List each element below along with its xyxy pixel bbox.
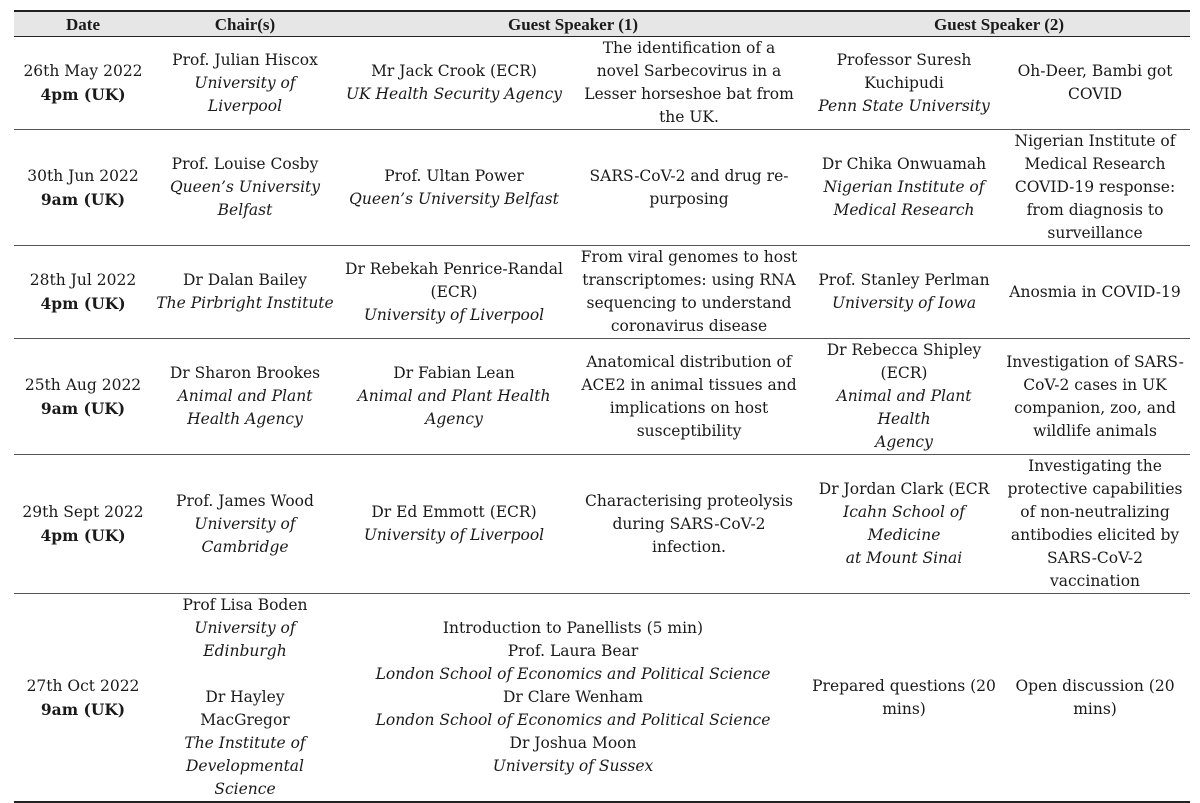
table-row-panel <box>14 594 1190 803</box>
agenda-line: mins) <box>882 699 926 718</box>
speaker1-affiliation: University of Liverpool <box>363 305 545 324</box>
talk-title-line: coronavirus disease <box>610 317 768 335</box>
speaker1-name: Mr Jack Crook (ECR) <box>371 62 537 80</box>
chair-affiliation: University of <box>194 514 296 533</box>
panel-cell <box>338 594 808 803</box>
speaker1-name: Dr Ed Emmott (ECR) <box>371 503 537 521</box>
talk-title-line: susceptibility <box>636 421 742 440</box>
talk-title-line: transcriptomes: using RNA <box>582 271 796 289</box>
talk-title-line: Investigation of SARS- <box>1006 352 1184 371</box>
speaker2-talk-title <box>1000 455 1190 594</box>
speaker2-cell <box>808 455 1000 594</box>
speaker2-name: Dr Chika Onwuamah <box>821 155 987 173</box>
prepared-questions-cell <box>808 594 1000 803</box>
open-discussion-cell <box>1000 594 1190 803</box>
speaker2-name: (ECR) <box>880 364 928 382</box>
session-date: 29th Sept 2022 <box>22 503 144 521</box>
talk-title-line: Medical Research <box>1024 155 1166 173</box>
table-row <box>14 37 1190 130</box>
chair-name: Prof. Julian Hiscox <box>172 50 318 69</box>
session-time: 4pm (UK) <box>40 526 126 545</box>
speaker2-affiliation: Animal and Plant Health <box>836 387 972 428</box>
chair-cell <box>152 246 338 339</box>
speaker2-talk-title <box>1000 246 1190 339</box>
talk-title-line: from diagnosis to <box>1026 201 1164 219</box>
panellist-affiliation: London School of Economics and Political Science <box>375 665 771 683</box>
chair-name: Dr Hayley <box>205 688 285 706</box>
agenda-line: Open discussion (20 <box>1015 676 1175 695</box>
chair-cell <box>152 339 338 455</box>
speaker2-cell <box>808 37 1000 130</box>
header-guest-speaker-1: Guest Speaker (1) <box>338 11 808 37</box>
speaker1-cell <box>338 130 570 246</box>
chair-name: Prof Lisa Boden <box>182 596 308 614</box>
speaker1-talk-title <box>570 130 808 246</box>
session-time: 9am (UK) <box>40 189 126 209</box>
chair-cell <box>152 594 338 803</box>
date-cell <box>14 130 152 246</box>
speaker2-cell <box>808 130 1000 246</box>
speaker2-talk-title <box>1000 37 1190 130</box>
talk-title-line: wildlife animals <box>1033 421 1157 440</box>
talk-title-line: SARS-CoV-2 <box>1047 549 1143 567</box>
talk-title-line: during SARS-CoV-2 <box>612 514 766 533</box>
panellist-name: Prof. Laura Bear <box>507 642 639 660</box>
chair-name: Prof. James Wood <box>176 491 314 510</box>
talk-title-line: purposing <box>649 189 729 208</box>
talk-title-line: COVID-19 response: <box>1014 178 1176 196</box>
talk-title-line: The identification of a <box>602 39 776 57</box>
talk-title-line: infection. <box>652 537 726 556</box>
speaker1-cell <box>338 339 570 455</box>
speaker1-talk-title <box>570 339 808 455</box>
chair-name: Dr Sharon Brookes <box>169 364 321 382</box>
talk-title-line: COVID <box>1068 85 1123 103</box>
speaker1-talk-title <box>570 246 808 339</box>
speaker2-affiliation: Medical Research <box>833 201 975 219</box>
session-date: 26th May 2022 <box>23 62 143 80</box>
date-cell <box>14 594 152 803</box>
chair-affiliation: Belfast <box>217 201 273 219</box>
talk-title-line: Nigerian Institute of <box>1014 132 1176 150</box>
talk-title-line: Anatomical distribution of <box>586 352 792 371</box>
chair-affiliation: Health Agency <box>187 410 303 428</box>
header-guest-speaker-2: Guest Speaker (2) <box>808 11 1190 37</box>
chair-affiliation: The Institute of <box>184 734 306 752</box>
talk-title-line: Characterising proteolysis <box>585 491 793 510</box>
chair-affiliation: Queen’s University <box>169 178 321 196</box>
talk-title-line: implications on host <box>609 398 769 417</box>
talk-title-line: SARS-CoV-2 and drug re- <box>589 166 789 185</box>
talk-title-line: sequencing to understand <box>586 294 792 312</box>
talk-title-line: antibodies elicited by <box>1010 526 1180 544</box>
speaker2-talk-title <box>1000 130 1190 246</box>
speaker2-name: Professor Suresh <box>836 50 972 69</box>
chair-affiliation: The Pirbright Institute <box>156 294 334 312</box>
talk-title-line: novel Sarbecovirus in a <box>596 62 782 80</box>
chair-cell <box>152 37 338 130</box>
speaker2-talk-title <box>1000 339 1190 455</box>
agenda-line: Prepared questions (20 <box>812 676 996 695</box>
date-cell <box>14 455 152 594</box>
chair-affiliation: Cambridge <box>201 537 289 556</box>
speaker1-cell <box>338 246 570 339</box>
speaker2-cell <box>808 339 1000 455</box>
speaker1-name: Dr Fabian Lean <box>393 364 515 382</box>
speaker2-name: Prof. Stanley Perlman <box>818 271 990 289</box>
chair-spacer <box>156 663 334 686</box>
session-date: 28th Jul 2022 <box>29 271 137 289</box>
table-row <box>14 130 1190 246</box>
session-time: 9am (UK) <box>40 398 126 418</box>
talk-title-line: Investigating the <box>1028 457 1162 475</box>
speaker2-affiliation: at Mount Sinai <box>845 549 963 567</box>
header-date: Date <box>14 11 152 37</box>
panel-intro: Introduction to Panellists (5 min) <box>442 619 704 637</box>
speaker1-affiliation: University of Liverpool <box>363 526 545 544</box>
schedule-table-container <box>14 10 1190 803</box>
talk-title-line: Oh-Deer, Bambi got <box>1017 62 1173 80</box>
speaker1-affiliation: UK Health Security Agency <box>345 85 563 103</box>
session-time: 4pm (UK) <box>40 85 126 104</box>
talk-title-line: protective capabilities <box>1007 480 1183 498</box>
chair-affiliation: Developmental Science <box>185 757 305 798</box>
speaker1-affiliation: Queen’s University Belfast <box>349 189 559 208</box>
header-chairs: Chair(s) <box>152 11 338 37</box>
chair-cell <box>152 455 338 594</box>
chair-affiliation: Animal and Plant <box>177 387 313 405</box>
chair-affiliation: University of <box>194 619 296 637</box>
speaker1-talk-title <box>570 37 808 130</box>
speaker1-name: (ECR) <box>430 282 478 301</box>
panellist-name: Dr Joshua Moon <box>509 734 637 752</box>
speaker1-cell <box>338 37 570 130</box>
agenda-line: mins) <box>1073 699 1117 718</box>
date-cell <box>14 246 152 339</box>
talk-title-line: of non-neutralizing <box>1020 503 1170 521</box>
talk-title-line: From viral genomes to host <box>580 248 798 266</box>
session-time: 4pm (UK) <box>40 294 126 313</box>
speaker2-name: Dr Jordan Clark (ECR <box>818 480 990 498</box>
speaker1-name: Dr Rebekah Penrice-Randal <box>345 259 563 278</box>
talk-title-line: the UK. <box>659 108 719 126</box>
speaker1-cell <box>338 455 570 594</box>
table-row <box>14 455 1190 594</box>
date-cell <box>14 339 152 455</box>
panellist-affiliation: University of Sussex <box>492 757 654 775</box>
table-row <box>14 339 1190 455</box>
speaker1-talk-title <box>570 455 808 594</box>
talk-title-line: Anosmia in COVID-19 <box>1009 282 1181 301</box>
speaker2-affiliation: Nigerian Institute of <box>823 178 985 196</box>
session-time: 9am (UK) <box>40 699 126 719</box>
speaker2-affiliation: Agency <box>875 433 933 451</box>
speaker2-name: Kuchipudi <box>864 73 944 92</box>
table-body <box>14 37 1190 803</box>
panellist-name: Dr Clare Wenham <box>502 688 644 706</box>
speaker1-affiliation: Animal and Plant Health Agency <box>357 387 551 428</box>
chair-name: MacGregor <box>200 711 290 729</box>
talk-title-line: companion, zoo, and <box>1014 398 1176 417</box>
chair-name: Prof. Louise Cosby <box>171 155 319 173</box>
speaker2-affiliation: Icahn School of Medicine <box>843 503 965 544</box>
chair-affiliation: University of Liverpool <box>194 73 296 115</box>
speaker2-affiliation: Penn State University <box>818 96 990 115</box>
panellist-affiliation: London School of Economics and Political Science <box>375 711 771 729</box>
session-date: 27th Oct 2022 <box>26 676 140 695</box>
talk-title-line: vaccination <box>1050 572 1141 590</box>
talk-title-line: surveillance <box>1047 224 1143 242</box>
session-date: 25th Aug 2022 <box>24 375 142 394</box>
speaker2-affiliation: University of Iowa <box>831 294 977 312</box>
header-row <box>14 11 1190 37</box>
talk-title-line: CoV-2 cases in UK <box>1023 375 1167 394</box>
talk-title-line: Lesser horseshoe bat from <box>584 85 794 103</box>
table-row <box>14 246 1190 339</box>
speaker2-name: Dr Rebecca Shipley <box>826 341 982 359</box>
speaker1-name: Prof. Ultan Power <box>384 166 524 185</box>
talk-title-line: ACE2 in animal tissues and <box>581 375 797 394</box>
session-date: 30th Jun 2022 <box>27 166 139 185</box>
speaker2-cell <box>808 246 1000 339</box>
chair-name: Dr Dalan Bailey <box>182 271 307 289</box>
schedule-table <box>14 10 1190 803</box>
chair-affiliation: Edinburgh <box>203 642 287 660</box>
date-cell <box>14 37 152 130</box>
chair-cell <box>152 130 338 246</box>
